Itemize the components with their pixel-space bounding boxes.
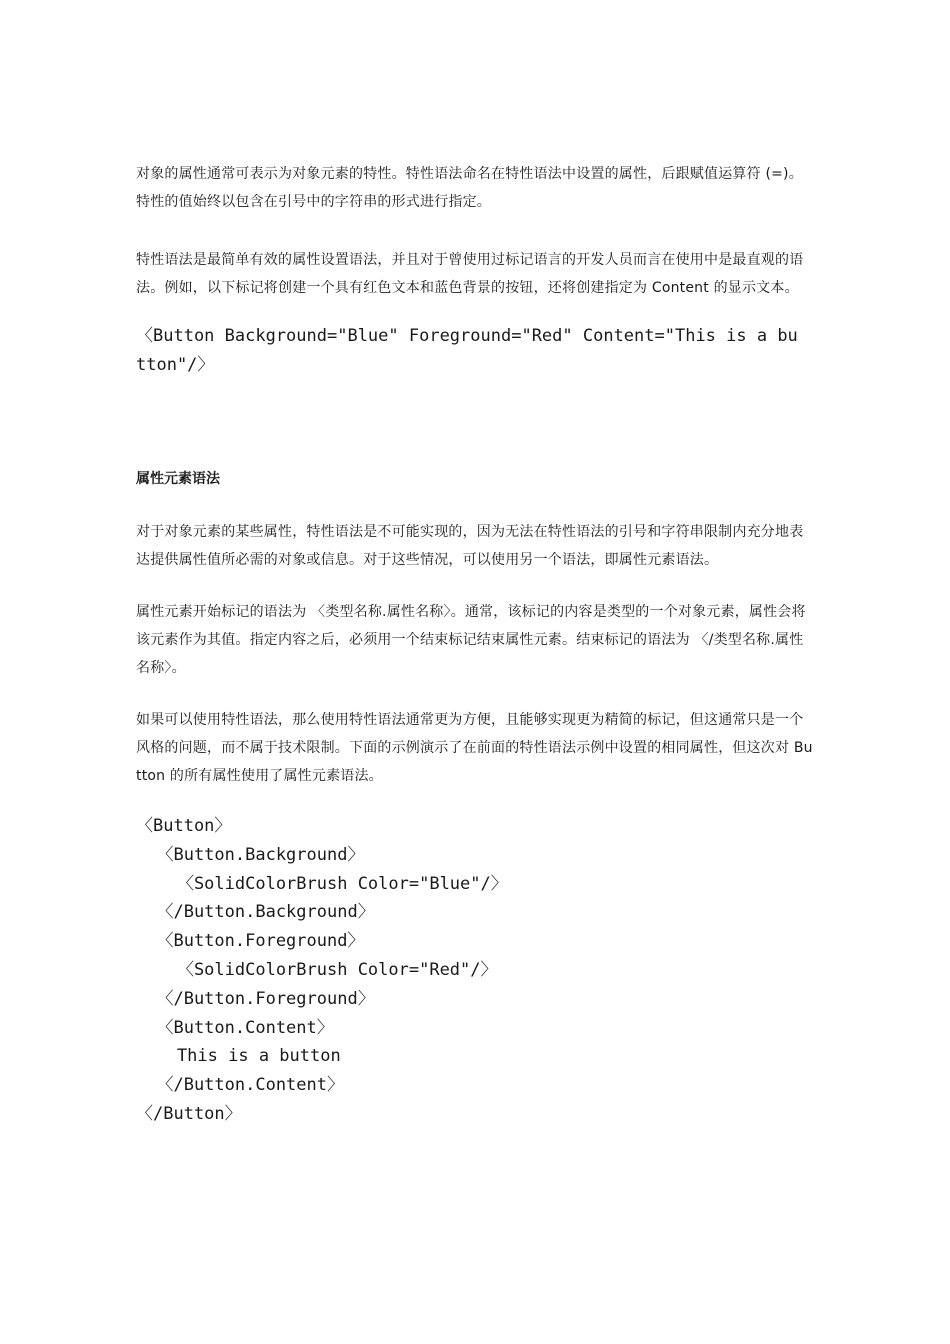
code-line: 〈Button〉 [136,816,232,836]
comparison-paragraph: 如果可以使用特性语法，那么使用特性语法通常更为方便，且能够实现更为精简的标记，但这通常只是一个风格的问题，而不属于技术限制。下面的示例演示了在前面的特性语法示例中设置的相同属性，但这次对 Button 的所有属性使用了属性元素语法。 [136,712,813,784]
code-line: 〈Button.Content〉 [136,1017,334,1038]
section-spacer [136,380,816,465]
property-element-paragraph-2: 属性元素开始标记的语法为 〈类型名称.属性名称〉。通常，该标记的内容是类型的一个对象元素，属性会将该元素作为其值。指定内容之后，必须用一个结束标记结束属性元素。结束标记的语法为 〈/类型名称.属性名称〉。 [136,604,806,676]
section-heading: 属性元素语法 [136,471,220,487]
code-line: 〈SolidColorBrush Color="Red"/〉 [136,959,498,980]
property-element-paragraph-1: 对于对象元素的某些属性，特性语法是不可能实现的，因为无法在特性语法的引号和字符串限制内充分地表达提供属性值所必需的对象或信息。对于这些情况，可以使用另一个语法，即属性元素语法。 [136,524,804,568]
code-line: 〈/Button〉 [136,1103,242,1124]
code-line: 〈Button.Background〉 [136,844,365,865]
attribute-syntax-paragraph: 特性语法是最简单有效的属性设置语法，并且对于曾使用过标记语言的开发人员而言在使用中是最直观的语法。例如，以下标记将创建一个具有红色文本和蓝色背景的按钮，还将创建指定为 Content 的显示文本。 [136,252,804,296]
code-example-property-element-syntax [136,812,816,1129]
code-line: 〈/Button.Background〉 [136,902,375,923]
code-example-attribute-syntax: 〈Button Background="Blue" Foreground="Red" Content="This is a button"/〉 [136,326,798,375]
document-body [136,160,816,1129]
code-line: 〈SolidColorBrush Color="Blue"/〉 [136,873,508,894]
code-line: This is a button [136,1046,341,1067]
intro-paragraph: 对象的属性通常可表示为对象元素的特性。特性语法命名在特性语法中设置的属性，后跟赋值运算符 (=)。特性的值始终以包含在引号中的字符串的形式进行指定。 [136,166,803,210]
code-line: 〈Button.Foreground〉 [136,931,365,952]
code-line: 〈/Button.Content〉 [136,1075,344,1096]
code-line: 〈/Button.Foreground〉 [136,988,375,1009]
